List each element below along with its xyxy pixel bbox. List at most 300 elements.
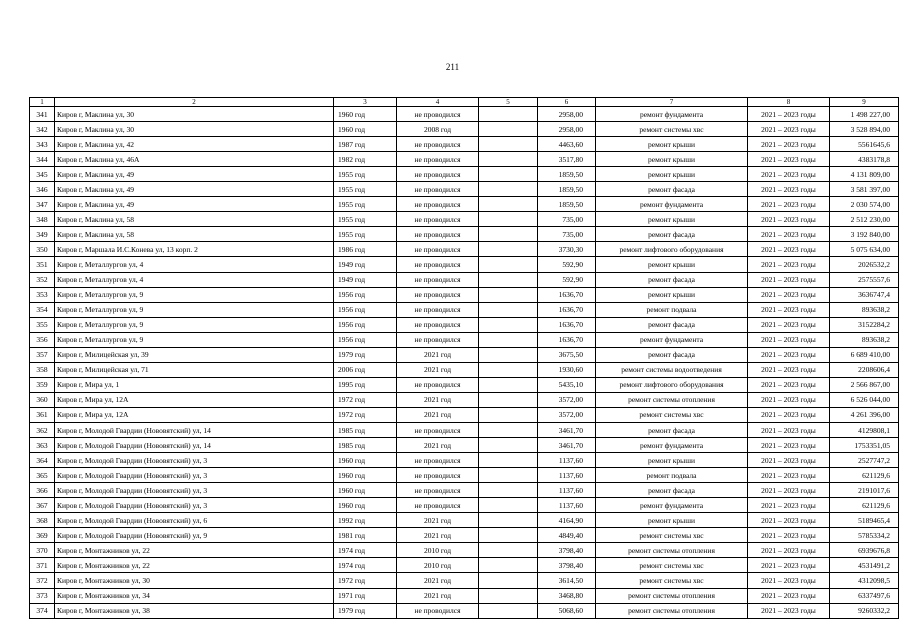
cell-row-number: 347 <box>30 197 55 212</box>
cell-build-year: 1960 год <box>334 483 397 498</box>
cell-row-number: 342 <box>30 122 55 137</box>
cell-address: Киров г, Мира ул, 1 <box>55 377 334 392</box>
cell-row-number: 341 <box>30 107 55 122</box>
cell-row-number: 349 <box>30 227 55 242</box>
cell-col-5 <box>479 528 538 543</box>
cell-col-5 <box>479 347 538 362</box>
cell-period: 2021 – 2023 годы <box>748 197 830 212</box>
cell-period: 2021 – 2023 годы <box>748 257 830 272</box>
cell-area: 3614,50 <box>538 573 596 588</box>
cell-area: 1859,50 <box>538 182 596 197</box>
cell-work-type: ремонт системы отопления <box>596 603 748 618</box>
cell-period: 2021 – 2023 годы <box>748 167 830 182</box>
cell-last-repair-year: не проводился <box>397 498 479 513</box>
cell-row-number: 354 <box>30 302 55 317</box>
cell-period: 2021 – 2023 годы <box>748 152 830 167</box>
cell-row-number: 361 <box>30 407 55 422</box>
table-row <box>30 152 899 167</box>
cell-cost: 2 030 574,00 <box>830 197 899 212</box>
cell-row-number: 369 <box>30 528 55 543</box>
cell-cost: 5189465,4 <box>830 513 899 528</box>
cell-period: 2021 – 2023 годы <box>748 122 830 137</box>
cell-last-repair-year: не проводился <box>397 453 479 468</box>
cell-address: Киров г, Маклина ул, 49 <box>55 197 334 212</box>
cell-last-repair-year: не проводился <box>397 302 479 317</box>
cell-work-type: ремонт лифтового оборудования <box>596 242 748 257</box>
cell-area: 3461,70 <box>538 438 596 453</box>
cell-area: 735,00 <box>538 212 596 227</box>
cell-period: 2021 – 2023 годы <box>748 302 830 317</box>
cell-address: Киров г, Маршала И.С.Конева ул, 13 корп. 2 <box>55 242 334 257</box>
cell-period: 2021 – 2023 годы <box>748 242 830 257</box>
cell-row-number: 344 <box>30 152 55 167</box>
cell-work-type: ремонт фасада <box>596 182 748 197</box>
cell-area: 2958,00 <box>538 107 596 122</box>
cell-build-year: 1986 год <box>334 242 397 257</box>
cell-address: Киров г, Металлургов ул, 4 <box>55 272 334 287</box>
cell-build-year: 1972 год <box>334 407 397 422</box>
cell-address: Киров г, Молодой Гвардии (Нововятский) ул, 3 <box>55 498 334 513</box>
cell-cost: 4129808,1 <box>830 422 899 437</box>
table-row <box>30 438 899 453</box>
cell-col-5 <box>479 573 538 588</box>
cell-col-5 <box>479 287 538 302</box>
cell-cost: 2026532,2 <box>830 257 899 272</box>
cell-row-number: 356 <box>30 332 55 347</box>
cell-last-repair-year: не проводился <box>397 227 479 242</box>
cell-work-type: ремонт системы хвс <box>596 407 748 422</box>
cell-period: 2021 – 2023 годы <box>748 137 830 152</box>
cell-last-repair-year: не проводился <box>397 468 479 483</box>
cell-cost: 4383178,8 <box>830 152 899 167</box>
cell-work-type: ремонт крыши <box>596 167 748 182</box>
cell-work-type: ремонт фундамента <box>596 197 748 212</box>
cell-area: 3468,80 <box>538 588 596 603</box>
cell-address: Киров г, Мира ул, 12А <box>55 407 334 422</box>
cell-cost: 3 581 397,00 <box>830 182 899 197</box>
cell-address: Киров г, Маклина ул, 30 <box>55 107 334 122</box>
cell-area: 4849,40 <box>538 528 596 543</box>
cell-cost: 893638,2 <box>830 332 899 347</box>
cell-build-year: 1955 год <box>334 182 397 197</box>
cell-build-year: 1960 год <box>334 122 397 137</box>
cell-work-type: ремонт фасада <box>596 347 748 362</box>
table-row <box>30 422 899 437</box>
cell-period: 2021 – 2023 годы <box>748 543 830 558</box>
cell-row-number: 352 <box>30 272 55 287</box>
cell-last-repair-year: 2021 год <box>397 392 479 407</box>
table-row <box>30 302 899 317</box>
table-row <box>30 362 899 377</box>
cell-last-repair-year: не проводился <box>397 603 479 618</box>
cell-work-type: ремонт фасада <box>596 227 748 242</box>
table-row <box>30 242 899 257</box>
cell-area: 1137,60 <box>538 468 596 483</box>
cell-row-number: 359 <box>30 377 55 392</box>
column-header-work-type: 7 <box>596 98 748 107</box>
cell-address: Киров г, Милицейская ул, 71 <box>55 362 334 377</box>
cell-row-number: 346 <box>30 182 55 197</box>
cell-row-number: 351 <box>30 257 55 272</box>
cell-period: 2021 – 2023 годы <box>748 347 830 362</box>
cell-col-5 <box>479 167 538 182</box>
cell-area: 1930,60 <box>538 362 596 377</box>
cell-col-5 <box>479 137 538 152</box>
cell-build-year: 1956 год <box>334 287 397 302</box>
cell-work-type: ремонт крыши <box>596 257 748 272</box>
cell-address: Киров г, Маклина ул, 58 <box>55 227 334 242</box>
cell-cost: 4 131 809,00 <box>830 167 899 182</box>
cell-col-5 <box>479 558 538 573</box>
cell-build-year: 1995 год <box>334 377 397 392</box>
table-row <box>30 573 899 588</box>
cell-col-5 <box>479 468 538 483</box>
cell-build-year: 2006 год <box>334 362 397 377</box>
cell-build-year: 1960 год <box>334 453 397 468</box>
cell-last-repair-year: не проводился <box>397 107 479 122</box>
cell-area: 3798,40 <box>538 558 596 573</box>
cell-build-year: 1960 год <box>334 498 397 513</box>
cell-row-number: 355 <box>30 317 55 332</box>
cell-work-type: ремонт крыши <box>596 287 748 302</box>
table-header <box>30 98 899 107</box>
cell-work-type: ремонт фундамента <box>596 107 748 122</box>
cell-work-type: ремонт крыши <box>596 152 748 167</box>
cell-row-number: 365 <box>30 468 55 483</box>
cell-address: Киров г, Монтажников ул, 38 <box>55 603 334 618</box>
cell-row-number: 363 <box>30 438 55 453</box>
table-row <box>30 122 899 137</box>
cell-row-number: 360 <box>30 392 55 407</box>
header-row <box>30 98 899 107</box>
cell-cost: 4 261 396,00 <box>830 407 899 422</box>
cell-build-year: 1949 год <box>334 257 397 272</box>
cell-row-number: 370 <box>30 543 55 558</box>
cell-col-5 <box>479 422 538 437</box>
cell-row-number: 357 <box>30 347 55 362</box>
cell-period: 2021 – 2023 годы <box>748 558 830 573</box>
cell-col-5 <box>479 182 538 197</box>
cell-period: 2021 – 2023 годы <box>748 438 830 453</box>
cell-col-5 <box>479 212 538 227</box>
column-header-area: 6 <box>538 98 596 107</box>
cell-last-repair-year: не проводился <box>397 212 479 227</box>
cell-cost: 6 526 044,00 <box>830 392 899 407</box>
cell-build-year: 1955 год <box>334 227 397 242</box>
cell-cost: 5 075 634,00 <box>830 242 899 257</box>
cell-row-number: 348 <box>30 212 55 227</box>
cell-area: 2958,00 <box>538 122 596 137</box>
cell-last-repair-year: не проводился <box>397 152 479 167</box>
cell-last-repair-year: 2021 год <box>397 407 479 422</box>
cell-area: 3517,80 <box>538 152 596 167</box>
cell-period: 2021 – 2023 годы <box>748 407 830 422</box>
cell-col-5 <box>479 453 538 468</box>
cell-build-year: 1992 год <box>334 513 397 528</box>
table-row <box>30 167 899 182</box>
cell-address: Киров г, Молодой Гвардии (Нововятский) ул, 9 <box>55 528 334 543</box>
cell-last-repair-year: 2021 год <box>397 362 479 377</box>
cell-cost: 1 498 227,00 <box>830 107 899 122</box>
cell-last-repair-year: не проводился <box>397 483 479 498</box>
cell-period: 2021 – 2023 годы <box>748 528 830 543</box>
cell-build-year: 1974 год <box>334 543 397 558</box>
cell-last-repair-year: 2021 год <box>397 347 479 362</box>
cell-col-5 <box>479 392 538 407</box>
cell-col-5 <box>479 122 538 137</box>
cell-area: 1137,60 <box>538 498 596 513</box>
cell-build-year: 1955 год <box>334 167 397 182</box>
cell-work-type: ремонт крыши <box>596 212 748 227</box>
cell-build-year: 1960 год <box>334 107 397 122</box>
cell-build-year: 1985 год <box>334 438 397 453</box>
cell-work-type: ремонт фундамента <box>596 332 748 347</box>
cell-col-5 <box>479 272 538 287</box>
cell-address: Киров г, Металлургов ул, 9 <box>55 287 334 302</box>
cell-work-type: ремонт системы отопления <box>596 543 748 558</box>
cell-row-number: 368 <box>30 513 55 528</box>
cell-area: 3798,40 <box>538 543 596 558</box>
cell-row-number: 364 <box>30 453 55 468</box>
cell-address: Киров г, Молодой Гвардии (Нововятский) ул, 3 <box>55 483 334 498</box>
cell-col-5 <box>479 332 538 347</box>
column-header-last-repair-year: 4 <box>397 98 479 107</box>
cell-address: Киров г, Молодой Гвардии (Нововятский) ул, 6 <box>55 513 334 528</box>
cell-col-5 <box>479 242 538 257</box>
cell-last-repair-year: не проводился <box>397 257 479 272</box>
cell-address: Киров г, Металлургов ул, 9 <box>55 317 334 332</box>
cell-period: 2021 – 2023 годы <box>748 287 830 302</box>
cell-row-number: 343 <box>30 137 55 152</box>
cell-last-repair-year: не проводился <box>397 137 479 152</box>
cell-cost: 621129,6 <box>830 468 899 483</box>
table-row <box>30 543 899 558</box>
column-header-cost: 9 <box>830 98 899 107</box>
cell-period: 2021 – 2023 годы <box>748 453 830 468</box>
table-row <box>30 558 899 573</box>
cell-last-repair-year: не проводился <box>397 332 479 347</box>
cell-work-type: ремонт системы хвс <box>596 122 748 137</box>
cell-work-type: ремонт фасада <box>596 422 748 437</box>
table-row <box>30 513 899 528</box>
cell-work-type: ремонт системы хвс <box>596 528 748 543</box>
cell-row-number: 367 <box>30 498 55 513</box>
page-number: 211 <box>445 62 460 72</box>
table-row <box>30 347 899 362</box>
cell-period: 2021 – 2023 годы <box>748 377 830 392</box>
cell-cost: 5785334,2 <box>830 528 899 543</box>
cell-last-repair-year: не проводился <box>397 377 479 392</box>
table-row <box>30 212 899 227</box>
cell-cost: 2 512 230,00 <box>830 212 899 227</box>
cell-row-number: 373 <box>30 588 55 603</box>
capital-repair-table <box>29 97 899 619</box>
cell-cost: 3 528 894,00 <box>830 122 899 137</box>
table-row <box>30 498 899 513</box>
cell-work-type: ремонт системы водоотведения <box>596 362 748 377</box>
cell-work-type: ремонт крыши <box>596 513 748 528</box>
cell-work-type: ремонт фундамента <box>596 498 748 513</box>
cell-cost: 2 566 867,00 <box>830 377 899 392</box>
cell-last-repair-year: 2010 год <box>397 543 479 558</box>
cell-row-number: 353 <box>30 287 55 302</box>
cell-row-number: 358 <box>30 362 55 377</box>
cell-area: 1636,70 <box>538 287 596 302</box>
cell-address: Киров г, Маклина ул, 49 <box>55 182 334 197</box>
cell-work-type: ремонт системы хвс <box>596 558 748 573</box>
cell-build-year: 1981 год <box>334 528 397 543</box>
cell-period: 2021 – 2023 годы <box>748 573 830 588</box>
table-row <box>30 588 899 603</box>
cell-period: 2021 – 2023 годы <box>748 498 830 513</box>
cell-cost: 9260332,2 <box>830 603 899 618</box>
cell-area: 5068,60 <box>538 603 596 618</box>
cell-area: 1859,50 <box>538 197 596 212</box>
cell-col-5 <box>479 603 538 618</box>
cell-row-number: 362 <box>30 422 55 437</box>
cell-area: 1636,70 <box>538 332 596 347</box>
cell-area: 592,90 <box>538 257 596 272</box>
cell-last-repair-year: не проводился <box>397 272 479 287</box>
cell-work-type: ремонт подвала <box>596 302 748 317</box>
cell-cost: 2208606,4 <box>830 362 899 377</box>
cell-period: 2021 – 2023 годы <box>748 392 830 407</box>
cell-period: 2021 – 2023 годы <box>748 107 830 122</box>
cell-cost: 4531491,2 <box>830 558 899 573</box>
table-row <box>30 407 899 422</box>
cell-work-type: ремонт системы отопления <box>596 392 748 407</box>
cell-area: 3572,00 <box>538 407 596 422</box>
cell-col-5 <box>479 588 538 603</box>
cell-area: 592,90 <box>538 272 596 287</box>
column-header-build-year: 3 <box>334 98 397 107</box>
table-row <box>30 483 899 498</box>
cell-col-5 <box>479 513 538 528</box>
cell-period: 2021 – 2023 годы <box>748 422 830 437</box>
cell-address: Киров г, Маклина ул, 49 <box>55 167 334 182</box>
cell-area: 1859,50 <box>538 167 596 182</box>
cell-area: 5435,10 <box>538 377 596 392</box>
cell-cost: 3152284,2 <box>830 317 899 332</box>
cell-address: Киров г, Металлургов ул, 9 <box>55 302 334 317</box>
table-row <box>30 137 899 152</box>
table-row <box>30 317 899 332</box>
cell-last-repair-year: 2021 год <box>397 438 479 453</box>
cell-cost: 2191017,6 <box>830 483 899 498</box>
cell-work-type: ремонт фасада <box>596 272 748 287</box>
cell-last-repair-year: 2021 год <box>397 588 479 603</box>
cell-col-5 <box>479 438 538 453</box>
column-header-period: 8 <box>748 98 830 107</box>
cell-address: Киров г, Мира ул, 12А <box>55 392 334 407</box>
cell-last-repair-year: не проводился <box>397 287 479 302</box>
cell-cost: 5561645,6 <box>830 137 899 152</box>
table-row <box>30 377 899 392</box>
cell-last-repair-year: 2008 год <box>397 122 479 137</box>
cell-work-type: ремонт подвала <box>596 468 748 483</box>
cell-address: Киров г, Молодой Гвардии (Нововятский) ул, 14 <box>55 422 334 437</box>
cell-cost: 3636747,4 <box>830 287 899 302</box>
cell-period: 2021 – 2023 годы <box>748 588 830 603</box>
cell-col-5 <box>479 543 538 558</box>
cell-last-repair-year: 2021 год <box>397 573 479 588</box>
cell-build-year: 1949 год <box>334 272 397 287</box>
table-row <box>30 227 899 242</box>
cell-last-repair-year: не проводился <box>397 167 479 182</box>
column-header-row-number: 1 <box>30 98 55 107</box>
cell-last-repair-year: 2010 год <box>397 558 479 573</box>
cell-col-5 <box>479 362 538 377</box>
cell-area: 1636,70 <box>538 302 596 317</box>
cell-last-repair-year: 2021 год <box>397 528 479 543</box>
cell-row-number: 366 <box>30 483 55 498</box>
cell-build-year: 1960 год <box>334 468 397 483</box>
cell-col-5 <box>479 317 538 332</box>
cell-col-5 <box>479 302 538 317</box>
table-row <box>30 287 899 302</box>
column-header-address: 2 <box>55 98 334 107</box>
cell-build-year: 1987 год <box>334 137 397 152</box>
table-row <box>30 272 899 287</box>
cell-work-type: ремонт системы хвс <box>596 573 748 588</box>
cell-area: 1137,60 <box>538 453 596 468</box>
cell-work-type: ремонт фундамента <box>596 438 748 453</box>
cell-build-year: 1974 год <box>334 558 397 573</box>
cell-last-repair-year: не проводился <box>397 422 479 437</box>
cell-build-year: 1956 год <box>334 332 397 347</box>
cell-cost: 2527747,2 <box>830 453 899 468</box>
cell-period: 2021 – 2023 годы <box>748 362 830 377</box>
cell-build-year: 1956 год <box>334 317 397 332</box>
cell-area: 3675,50 <box>538 347 596 362</box>
cell-build-year: 1972 год <box>334 392 397 407</box>
cell-build-year: 1982 год <box>334 152 397 167</box>
cell-address: Киров г, Маклина ул, 30 <box>55 122 334 137</box>
cell-address: Киров г, Монтажников ул, 34 <box>55 588 334 603</box>
cell-cost: 893638,2 <box>830 302 899 317</box>
cell-address: Киров г, Монтажников ул, 22 <box>55 558 334 573</box>
cell-work-type: ремонт крыши <box>596 453 748 468</box>
cell-address: Киров г, Маклина ул, 46А <box>55 152 334 167</box>
cell-period: 2021 – 2023 годы <box>748 468 830 483</box>
cell-col-5 <box>479 257 538 272</box>
cell-area: 1137,60 <box>538 483 596 498</box>
cell-build-year: 1955 год <box>334 212 397 227</box>
cell-work-type: ремонт лифтового оборудования <box>596 377 748 392</box>
cell-address: Киров г, Милицейская ул, 39 <box>55 347 334 362</box>
cell-cost: 6337497,6 <box>830 588 899 603</box>
cell-period: 2021 – 2023 годы <box>748 272 830 287</box>
table-row <box>30 528 899 543</box>
cell-area: 3572,00 <box>538 392 596 407</box>
cell-cost: 1753351,05 <box>830 438 899 453</box>
table-row <box>30 392 899 407</box>
cell-period: 2021 – 2023 годы <box>748 317 830 332</box>
cell-area: 4164,90 <box>538 513 596 528</box>
cell-area: 4463,60 <box>538 137 596 152</box>
cell-build-year: 1979 год <box>334 347 397 362</box>
table-row <box>30 603 899 618</box>
cell-row-number: 350 <box>30 242 55 257</box>
cell-period: 2021 – 2023 годы <box>748 227 830 242</box>
cell-col-5 <box>479 498 538 513</box>
cell-last-repair-year: не проводился <box>397 197 479 212</box>
cell-col-5 <box>479 407 538 422</box>
cell-period: 2021 – 2023 годы <box>748 212 830 227</box>
table-row <box>30 332 899 347</box>
cell-col-5 <box>479 152 538 167</box>
cell-build-year: 1956 год <box>334 302 397 317</box>
